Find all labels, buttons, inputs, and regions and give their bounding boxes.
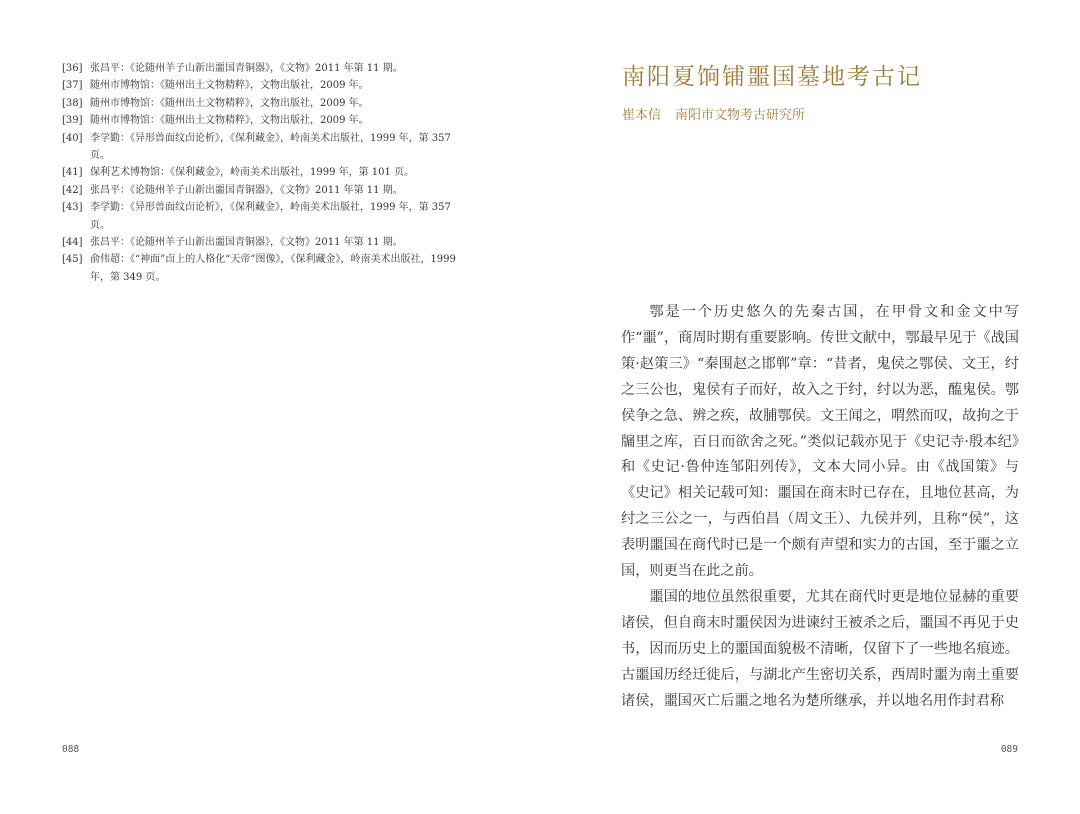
right-page-number: 089: [1000, 744, 1018, 755]
footnote-40: [60, 130, 470, 165]
footnote-number: [36]: [62, 63, 83, 74]
footnote-text: 张昌平：《论随州羊子山新出噩国青铜器》，《文物》2011 年第 11 期。: [90, 184, 403, 196]
footnote-44: [60, 234, 470, 251]
footnote-text: 随州市博物馆：《随州出土文物精粹》，文物出版社，2009 年。: [90, 80, 369, 92]
footnote-number: [42]: [62, 184, 83, 196]
footnote-38: [60, 95, 470, 112]
footnote-45: [60, 251, 470, 286]
footnote-number: [45]: [62, 254, 83, 266]
author-institution: 南阳市文物考古研究所: [675, 108, 806, 123]
body-paragraph: 鄂是一个历史悠久的先秦古国，在甲骨文和金文中写作“噩”，商周时期有重要影响。传世文献中，鄂最早见于《战国策·赵策三》“秦围赵之邯郸”章：“昔者，鬼侯之鄂侯、文王，纣之三公也，鬼侯有子而好，故入之于纣，纣以为恶，醢鬼侯。鄂侯争之急、辨之疾，故脯鄂侯。文王闻之，喟然而叹，故拘之于牖里之库，百日而欲舍之死。”类似记载亦见于《史记寺·殷本纪》和《史记·鲁仲连邹阳列传》，文本大同小异。由《战国策》与《史记》相关记载可知：噩国在商末时已存在，且地位甚高，为纣之三公之一，与西伯昌（周文王）、九侯并列，且称“侯”，这表明噩国在商代时已是一个颇有声望和实力的古国，至于噩之立国，则更当在此之前。: [621, 304, 1019, 580]
article-body: [621, 300, 1019, 715]
footnote-number: [41]: [62, 167, 83, 179]
footnote-text: 李学勤：《异形兽面纹卣论析》，《保利藏金》，岭南美术出版社，1999 年，第 357 页。: [90, 202, 451, 231]
footnote-41: [60, 164, 470, 181]
footnote-42: [60, 182, 470, 199]
footnote-text: 随州市博物馆：《随州出土文物精粹》，文物出版社，2009 年。: [90, 97, 369, 109]
footnote-text: 保利艺术博物馆：《保利藏金》，岭南美术出版社，1999 年，第 101 页。: [90, 167, 415, 179]
footnote-text: 俞伟超：《“神面”卣上的人格化“天帝”图像》，《保利藏金》，岭南美术出版社，1999 年，第 349 页。: [90, 254, 456, 283]
footnote-number: [38]: [62, 97, 83, 109]
footnote-text: 李学勤：《异形兽面纹卣论析》，《保利藏金》，岭南美术出版社，1999 年，第 357 页。: [90, 132, 451, 162]
footnotes-list: [60, 60, 470, 286]
footnote-number: [43]: [62, 202, 83, 214]
article-title: 南阳夏饷铺噩国墓地考古记: [622, 64, 922, 90]
author-name: 崔本信: [622, 108, 662, 123]
footnote-number: [44]: [62, 237, 83, 249]
footnote-text: 随州市博物馆：《随州出土文物精粹》，文物出版社，2009 年。: [90, 115, 369, 127]
footnote-39: [60, 112, 470, 129]
left-page-number: 088: [62, 744, 80, 755]
footnote-text: 张昌平：《论随州羊子山新出噩国青铜器》，《文物》2011 年第 11 期。: [90, 63, 403, 74]
body-paragraph: 噩国的地位虽然很重要，尤其在商代时更是地位显赫的重要诸侯，但自商末时噩侯因为进谏纣王被杀之后，噩国不再见于史书，因而历史上的噩国面貌极不清晰，仅留下了一些地名痕迹。古噩国历经迁徙后，与湖北产生密切关系，西周时噩为南土重要诸侯，噩国灭亡后噩之地名为楚所继承，并以地名用作封君称: [621, 588, 1019, 709]
footnote-37: [60, 77, 470, 94]
footnote-number: [39]: [62, 115, 83, 127]
byline: [622, 104, 805, 123]
footnote-text: 张昌平：《论随州羊子山新出噩国青铜器》，《文物》2011 年第 11 期。: [90, 237, 403, 249]
footnote-36: [60, 60, 470, 77]
footnote-43: [60, 199, 470, 234]
footnote-number: [40]: [62, 132, 83, 144]
footnote-number: [37]: [62, 80, 83, 92]
